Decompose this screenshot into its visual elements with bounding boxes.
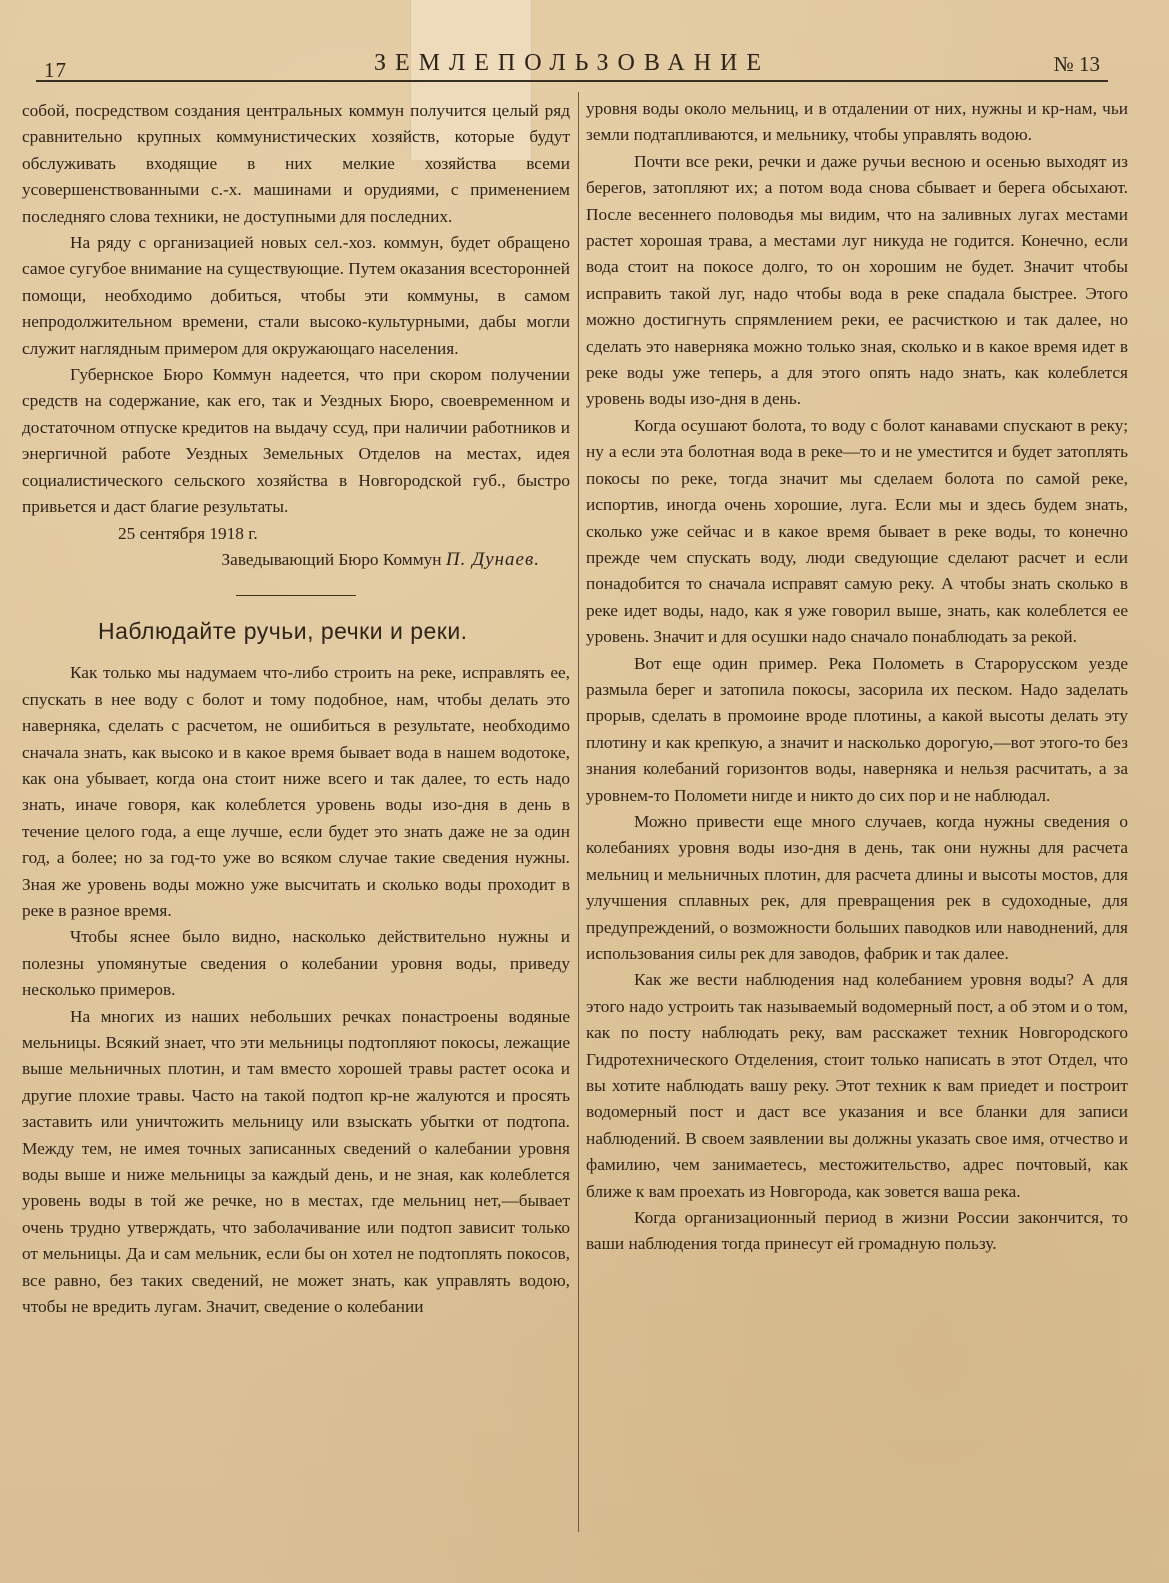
issue-number: № 13	[1053, 52, 1100, 76]
paragraph: На ряду с организацией новых сел.-хоз. коммун, будет обращено самое сугубое внимание на существующие. Путем оказания всесторонней помощи, необходимо добиться, чтобы эти коммуны, в самом непродолжительном времени, стали высоко-культурными, дабы могли служит наглядным примером для окружающаго населения.	[22, 233, 570, 358]
right-column	[586, 96, 1128, 1258]
signature-title: Заведывающий Бюро Коммун	[221, 549, 442, 569]
article-heading: Наблюдайте ручьи, речки и реки.	[98, 618, 468, 645]
paragraph: Как только мы надумаем что-либо строить на реке, исправлять ее, спускать в нее воду с болот и тому подобное, нам, чтобы делать это наверняка, сделать с расчетом, не ошибиться в результате, необходимо сначала знать, как высоко и в какое время бывает вода в нашем водотоке, как она убывает, когда она стоит ниже всего и так далее, то есть надо знать, иначе говоря, как колеблется уровень воды изо-дня в день в течение целого года, а еще лучше, если будет это знать даже не за один год, а более; но за год-то уже во всяком случае такие сведения нужны. Зная же уровень воды можно уже высчитать и сколько воды проходит в реке в разное время.	[22, 663, 570, 920]
page-number: 17	[44, 58, 67, 82]
page-header	[36, 44, 1108, 84]
paragraph: Когда осушают болота, то воду с болот канавами спускают в реку; ну а если эта болотная вода в реке—то и не уместится и будет затоплять покосы по реке, тогда значит мы сделаем болота по самой реке, испортив, иногда очень хорошие, луга. Если мы и здесь будем знать, сколько уже сейчас и в какое время бывает в реке воды, то конечно прежде чем спускать воду, люди сведующие сделают расчет и если понадобится то сначала исправят самую реку. А чтобы знать сколько в реке идет воды, надо, как я уже говорил выше, знать, как колеблется ее уровень. Значит и для осушки надо сначало понаблюдать за рекой.	[586, 415, 1128, 647]
paragraph: Когда организационный период в жизни России закончится, то ваши наблюдения тогда принесут ей громадную пользу.	[586, 1208, 1128, 1254]
paragraph: уровня воды около мельниц, и в отдалении от них, нужны и кр-нам, чьи земли подтапливаются, и мельнику, чтобы управлять водою.	[586, 99, 1128, 145]
paragraph: Почти все реки, речки и даже ручьи весною и осенью выходят из берегов, затопляют их; а потом вода снова сбывает и берега обсыхают. После весеннего половодья мы видим, что на заливных лугах местами растет хорошая трава, а местами луг никуда не годится. Конечно, если вода стоит на покосе долго, то он хорошим не будет. Значит чтобы исправить такой луг, надо чтобы вода в реке спадала быстрее. Этого можно достигнуть спрямлением реки, ее расчисткою и так далее, но сделать это наверняка можно только зная, сколько и в какое время идет в реке воды уже теперь, а для этого опять надо знать, как колеблется уровень воды изо-дня в день.	[586, 151, 1128, 409]
paragraph: Губернское Бюро Коммун надеется, что при скором получении средств на содержание, как его, так и Уездных Бюро, своевременном и достаточном отпуске кредитов на выдачу ссуд, при наличии работников и энергичной работе Уездных Земельных Отделов на местах, идея социалистического сельского хозяйства в Новгородской губ., быстро привьется и даст благие результаты.	[22, 365, 570, 517]
section-separator	[236, 595, 356, 596]
paragraph: собой, посредством создания центральных коммун получится целый ряд сравнительно крупных коммунистических хозяйств, которые будут обслуживать входящие в них мелкие хозяйства всеми усовершенствованными с.-х. машинами и орудиями, с применением последняго слова техники, не доступными для последних.	[22, 101, 570, 226]
journal-title: ЗЕМЛЕПОЛЬЗОВАНИЕ	[373, 50, 771, 76]
paragraph: На многих из наших небольших речках понастроены водяные мельницы. Всякий знает, что эти мельницы подтопляют покосы, лежащие выше мельничных плотин, и там вместо хорошей травы растет осока и другие плохие травы. Часто на такой подтоп кр-не жалуются и просять заставить или уничтожить мельницу или взыскать убытки от подтопа. Между тем, не имея точных записанных сведений о калебании уровня воды выше и ниже мельницы за каждый день, и не зная, как колеблется уровень воды в той же речке, но в местах, где мельниц нет,—бывает очень трудно утверждать, что заболачивание или подтоп зависит только от мельницы. Да и сам мельник, если бы он хотел не подтоплять покосов, все равно, без таких сведений, не может знать, как управлять водою, чтобы не вредить лугам. Значит, сведение о колебании	[22, 1006, 570, 1317]
paragraph: Можно привести еще много случаев, когда нужны сведения о колебаниях уровня воды изо-дня в день, так они нужны для расчета мельниц и мельничных плотин, для расчета длины и высоты мостов, для улучшения сплавных рек, для превращения рек в судоходные, для предупреждений, о возможности больших паводков или наводнений, для использования силы рек для заводов, фабрик и так далее.	[586, 811, 1128, 963]
column-divider	[578, 92, 579, 1532]
paragraph: Вот еще один пример. Река Полометь в Старорусском уезде размыла берег и затопила покосы, засорила их песком. Надо заделать прорыв, сделать в промоине вроде плотины, а какой высоты делать эту плотину и как крепкую, а значит и насколько дорогую,—вот этого-то без знания колебаний горизонтов воды, наверняка и нельзя расчитать, а за уровнем-то Поломети нигде и никто до сих пор и не наблюдал.	[586, 653, 1128, 805]
paragraph: Чтобы яснее было видно, насколько действительно нужны и полезны упомянутые сведения о колебании уровня воды, приведу несколько примеров.	[22, 927, 570, 1000]
signature-name: П. Дунаев.	[445, 548, 540, 570]
date-line: 25 сентября 1918 г.	[118, 523, 258, 543]
header-rule	[36, 80, 1108, 82]
paragraph: Как же вести наблюдения над колебанием уровня воды? А для этого надо устроить так называемый водомерный пост, а об этом и о том, как по посту наблюдать реку, вам расскажет техник Новгородского Гидротехнического Отделения, стоит только написать в этот Отдел, что вы хотите наблюдать вашу реку. Этот техник к вам приедет и построит водомерный пост и даст все указания и все бланки для записи наблюдений. В своем заявлении вы должны указать свое имя, отчество и фамилию, чем занимаетесь, местожительство, адрес почтовый, как ближе к вам проехать из Новгорода, как зовется ваша река.	[586, 970, 1128, 1201]
signature-line	[22, 547, 570, 573]
left-column	[22, 98, 570, 1320]
